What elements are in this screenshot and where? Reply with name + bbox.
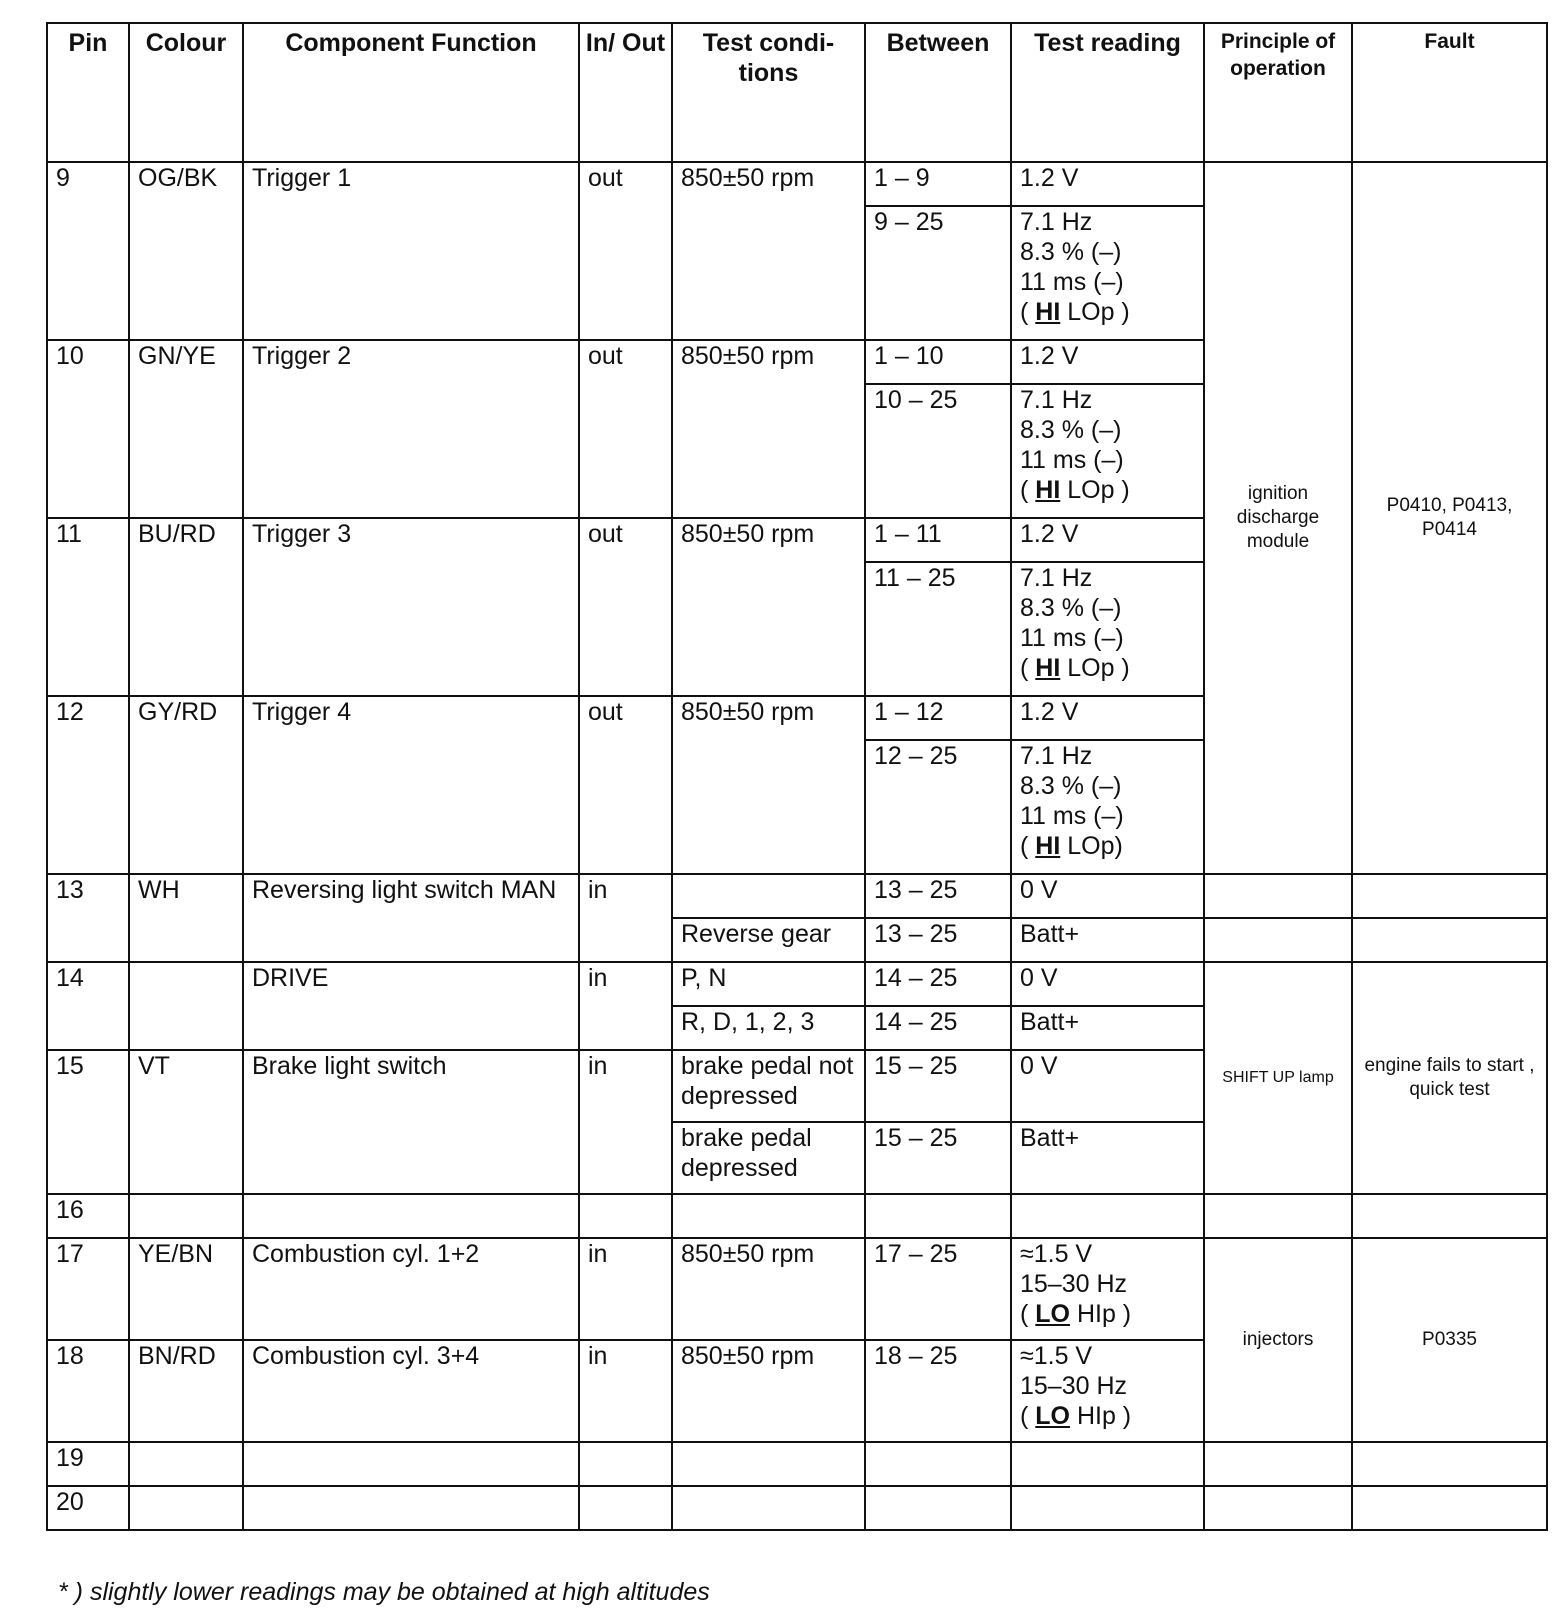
lo-label: LO <box>1035 1300 1070 1328</box>
reading-values: 7.1 Hz 8.3 % (–) 11 ms (–) <box>1020 742 1124 830</box>
empty-cell <box>1011 1486 1204 1530</box>
conditions-cell: 850±50 rpm <box>672 1340 865 1442</box>
mode-label: LOp ) <box>1060 654 1130 682</box>
between-cell: 1 – 11 <box>865 518 1011 562</box>
hi-label: HI <box>1035 298 1061 326</box>
reading-values: 7.1 Hz 8.3 % (–) 11 ms (–) <box>1020 208 1124 296</box>
inout-cell: out <box>579 162 672 340</box>
between-cell: 10 – 25 <box>865 384 1011 518</box>
empty-cell <box>579 1486 672 1530</box>
between-cell: 9 – 25 <box>865 206 1011 340</box>
colour-cell: OG/BK <box>129 162 243 340</box>
reading-cell: 7.1 Hz 8.3 % (–) 11 ms (–) ( HI LOp) <box>1011 740 1204 874</box>
fault-injectors: P0335 <box>1352 1238 1547 1442</box>
colour-cell: VT <box>129 1050 243 1194</box>
table-row <box>47 1194 1547 1238</box>
inout-cell: in <box>579 962 672 1050</box>
conditions-cell: 850±50 rpm <box>672 518 865 696</box>
mode-label: LOp ) <box>1060 298 1130 326</box>
conditions-cell: 850±50 rpm <box>672 696 865 874</box>
empty-cell <box>243 1194 579 1238</box>
mode-label: LOp) <box>1060 832 1123 860</box>
mode-label: HIp ) <box>1070 1300 1132 1328</box>
pin-cell: 15 <box>47 1050 129 1194</box>
reading-cell: 1.2 V <box>1011 162 1204 206</box>
header-inout: In/ Out <box>579 23 672 162</box>
inout-cell: in <box>579 874 672 962</box>
pin-cell: 20 <box>47 1486 129 1530</box>
pin-cell: 17 <box>47 1238 129 1340</box>
principle-cell-empty <box>1204 874 1352 918</box>
pin-cell: 9 <box>47 162 129 340</box>
pin-cell: 11 <box>47 518 129 696</box>
between-cell: 1 – 12 <box>865 696 1011 740</box>
pin-cell: 13 <box>47 874 129 962</box>
inout-cell: in <box>579 1050 672 1194</box>
colour-cell <box>129 962 243 1050</box>
fault-cell-empty <box>1352 918 1547 962</box>
principle-ignition: ignition discharge module <box>1204 162 1352 874</box>
function-cell: Trigger 3 <box>243 518 579 696</box>
table-row <box>47 1442 1547 1486</box>
empty-cell <box>672 1442 865 1486</box>
between-cell: 11 – 25 <box>865 562 1011 696</box>
function-cell: Brake light switch <box>243 1050 579 1194</box>
between-cell: 13 – 25 <box>865 918 1011 962</box>
hi-label: HI <box>1035 654 1061 682</box>
function-cell: DRIVE <box>243 962 579 1050</box>
table-row <box>47 1486 1547 1530</box>
pin-cell: 18 <box>47 1340 129 1442</box>
reading-cell: 7.1 Hz 8.3 % (–) 11 ms (–) ( HI LOp ) <box>1011 206 1204 340</box>
colour-cell: GY/RD <box>129 696 243 874</box>
reading-cell: 7.1 Hz 8.3 % (–) 11 ms (–) ( HI LOp ) <box>1011 384 1204 518</box>
empty-cell <box>1204 1486 1352 1530</box>
reading-cell: 7.1 Hz 8.3 % (–) 11 ms (–) ( HI LOp ) <box>1011 562 1204 696</box>
reading-values: 7.1 Hz 8.3 % (–) 11 ms (–) <box>1020 386 1124 474</box>
header-function: Component Function <box>243 23 579 162</box>
between-cell: 13 – 25 <box>865 874 1011 918</box>
mode-label: LOp ) <box>1060 476 1130 504</box>
between-cell: 15 – 25 <box>865 1050 1011 1122</box>
conditions-cell: 850±50 rpm <box>672 1238 865 1340</box>
fault-cell-empty <box>1352 874 1547 918</box>
empty-cell <box>1352 1194 1547 1238</box>
header-reading: Test reading <box>1011 23 1204 162</box>
header-conditions: Test condi- tions <box>672 23 865 162</box>
empty-cell <box>672 1486 865 1530</box>
function-cell: Combustion cyl. 1+2 <box>243 1238 579 1340</box>
reading-cell: 0 V <box>1011 962 1204 1006</box>
reading-values: 7.1 Hz 8.3 % (–) 11 ms (–) <box>1020 564 1124 652</box>
empty-cell <box>129 1194 243 1238</box>
header-fault: Fault <box>1352 23 1547 162</box>
reading-values: ≈1.5 V 15–30 Hz <box>1020 1240 1128 1298</box>
inout-cell: in <box>579 1238 672 1340</box>
function-cell: Trigger 4 <box>243 696 579 874</box>
inout-cell: out <box>579 696 672 874</box>
between-cell: 1 – 9 <box>865 162 1011 206</box>
colour-cell: YE/BN <box>129 1238 243 1340</box>
reading-cell: 0 V <box>1011 874 1204 918</box>
empty-cell <box>672 1194 865 1238</box>
lo-label: LO <box>1035 1402 1070 1430</box>
table-row <box>47 162 1547 206</box>
empty-cell <box>129 1486 243 1530</box>
between-cell: 18 – 25 <box>865 1340 1011 1442</box>
pin-cell: 16 <box>47 1194 129 1238</box>
reading-cell: ≈1.5 V 15–30 Hz ( LO HIp ) <box>1011 1238 1204 1340</box>
header-colour: Colour <box>129 23 243 162</box>
principle-cell-empty <box>1204 918 1352 962</box>
between-cell: 12 – 25 <box>865 740 1011 874</box>
pin-cell: 10 <box>47 340 129 518</box>
reading-cell: 1.2 V <box>1011 696 1204 740</box>
colour-cell: WH <box>129 874 243 962</box>
conditions-cell: 850±50 rpm <box>672 162 865 340</box>
reading-cell: ≈1.5 V 15–30 Hz ( LO HIp ) <box>1011 1340 1204 1442</box>
mode-label: HIp ) <box>1070 1402 1132 1430</box>
empty-cell <box>865 1442 1011 1486</box>
reading-cell: Batt+ <box>1011 918 1204 962</box>
fault-shift-up: engine fails to start , quick test <box>1352 962 1547 1194</box>
pin-assignment-table <box>46 22 1548 1531</box>
conditions-cell: brake pedal not depressed <box>672 1050 865 1122</box>
empty-cell <box>579 1194 672 1238</box>
empty-cell <box>1204 1194 1352 1238</box>
reading-values: ≈1.5 V 15–30 Hz <box>1020 1342 1128 1400</box>
empty-cell <box>1352 1442 1547 1486</box>
empty-cell <box>1352 1486 1547 1530</box>
pin-cell: 12 <box>47 696 129 874</box>
inout-cell: out <box>579 518 672 696</box>
conditions-cell: Reverse gear <box>672 918 865 962</box>
inout-cell: out <box>579 340 672 518</box>
reading-cell: 1.2 V <box>1011 340 1204 384</box>
function-cell: Trigger 2 <box>243 340 579 518</box>
conditions-cell: brake pedal depressed <box>672 1122 865 1194</box>
hi-label: HI <box>1035 832 1061 860</box>
between-cell: 17 – 25 <box>865 1238 1011 1340</box>
table-row <box>47 1238 1547 1340</box>
reading-cell: 0 V <box>1011 1050 1204 1122</box>
table-row <box>47 962 1547 1006</box>
conditions-cell <box>672 874 865 918</box>
colour-cell: GN/YE <box>129 340 243 518</box>
empty-cell <box>243 1486 579 1530</box>
header-principle: Principle of operation <box>1204 23 1352 162</box>
function-cell: Reversing light switch MAN <box>243 874 579 962</box>
header-row <box>47 23 1547 162</box>
conditions-cell: R, D, 1, 2, 3 <box>672 1006 865 1050</box>
table-row <box>47 874 1547 918</box>
between-cell: 15 – 25 <box>865 1122 1011 1194</box>
empty-cell <box>243 1442 579 1486</box>
principle-injectors: injectors <box>1204 1238 1352 1442</box>
between-cell: 14 – 25 <box>865 962 1011 1006</box>
footnote: * ) slightly lower readings may be obtained at high altitudes <box>58 1578 710 1606</box>
colour-cell: BU/RD <box>129 518 243 696</box>
pin-cell: 19 <box>47 1442 129 1486</box>
header-between: Between <box>865 23 1011 162</box>
reading-cell: Batt+ <box>1011 1006 1204 1050</box>
reading-cell: 1.2 V <box>1011 518 1204 562</box>
principle-shift-up: SHIFT UP lamp <box>1204 962 1352 1194</box>
reading-cell: Batt+ <box>1011 1122 1204 1194</box>
colour-cell: BN/RD <box>129 1340 243 1442</box>
between-cell: 14 – 25 <box>865 1006 1011 1050</box>
between-cell: 1 – 10 <box>865 340 1011 384</box>
conditions-cell: P, N <box>672 962 865 1006</box>
conditions-cell: 850±50 rpm <box>672 340 865 518</box>
empty-cell <box>865 1486 1011 1530</box>
function-cell: Trigger 1 <box>243 162 579 340</box>
inout-cell: in <box>579 1340 672 1442</box>
empty-cell <box>1204 1442 1352 1486</box>
hi-label: HI <box>1035 476 1061 504</box>
empty-cell <box>129 1442 243 1486</box>
header-pin: Pin <box>47 23 129 162</box>
empty-cell <box>579 1442 672 1486</box>
empty-cell <box>865 1194 1011 1238</box>
empty-cell <box>1011 1194 1204 1238</box>
empty-cell <box>1011 1442 1204 1486</box>
pin-cell: 14 <box>47 962 129 1050</box>
function-cell: Combustion cyl. 3+4 <box>243 1340 579 1442</box>
fault-ignition: P0410, P0413, P0414 <box>1352 162 1547 874</box>
